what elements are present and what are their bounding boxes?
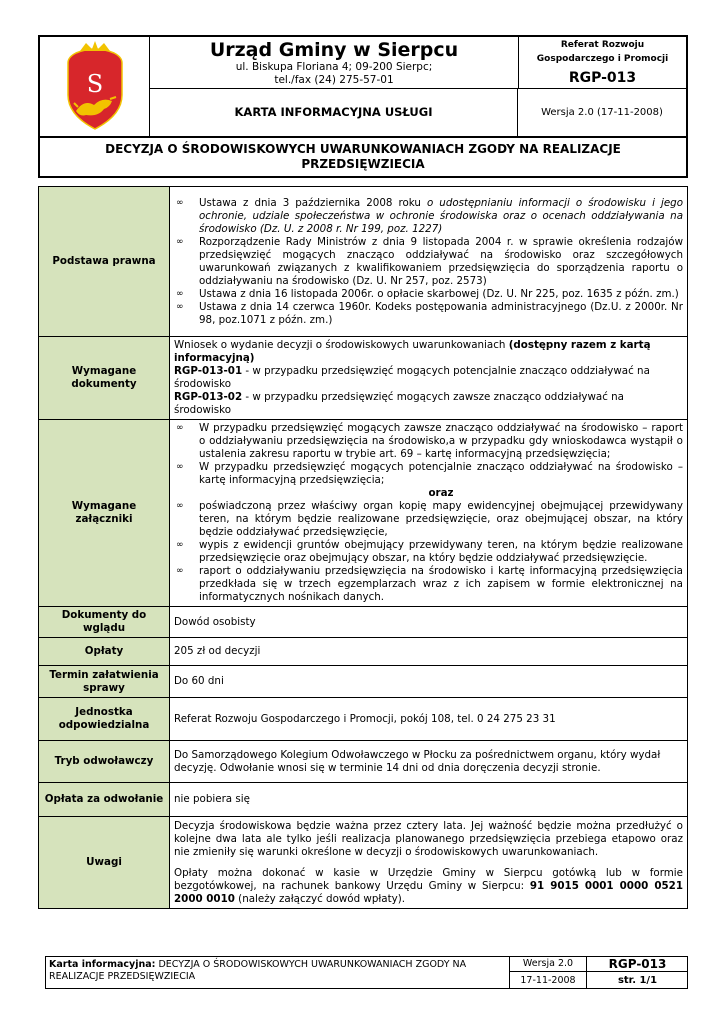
deadline-value: Do 60 dni bbox=[170, 666, 688, 698]
legal-item-text: Ustawa z dnia 3 października 2008 roku bbox=[199, 196, 427, 209]
appeal-value: Do Samorządowego Kolegium Odwoławczego w Płocku za pośrednictwem organu, który wydał decyzję. Odwołanie wnosi się w terminie 14 dni od dnia doręczenia decyzji stronie. bbox=[170, 741, 688, 783]
row-label-fees: Opłaty bbox=[39, 638, 170, 666]
bank-account-number: 91 9015 0001 0000 0521 2000 0010 bbox=[174, 879, 683, 905]
list-item: ∞ W przypadku przedsięwzięć mogących zawsze znacząco oddziaływać na środowisko – raport o oddziaływaniu przedsięwzięcia na środowisko,a w przypadku gdy wnioskodawca wystąpił o ustalenia zakresu raportu w trybie art. 69 – kartę informacyjną przedsięwzięcia; bbox=[174, 422, 683, 461]
form-text-1: - w przypadku przedsięwzięć mogących potencjalnie znacząco oddziaływać na środowisko bbox=[174, 365, 650, 390]
notes-paragraph-1: Decyzja środowiskowa będzie ważna przez cztery lata. Jej ważność będzie można przedłużyć o kolejne dwa lata ale tylko jeśli realizacja planowanego przedsięwzięcia przebiega etapowo oraz nie zmieniły się warunki określone w decyzji o środowiskowych uwarunkowaniach. bbox=[174, 819, 683, 858]
table-row bbox=[39, 638, 688, 666]
document-title-line-2: PRZEDSIĘWZIECIA bbox=[301, 157, 425, 171]
list-item: ∞ poświadczoną przez właściwy organ kopię mapy ewidencyjnej obejmującej przewidywany teren, na którym będzie realizowane przedsięwzięcie, oraz obejmującej obszar, na który będzie oddziaływać przedsięwzięcie, bbox=[174, 500, 683, 539]
legal-item-italic: o udostępnianiu informacji o środowisku i jego ochronie, udziale społeczeństwa w ochronie środowiska oraz o ocenach oddziaływania na środowisko (Dz. U. z 2008 r. Nr 199, poz. 1227) bbox=[199, 196, 684, 235]
documents-text: Wniosek o wydanie decyzji o środowiskowych uwarunkowaniach bbox=[174, 339, 509, 351]
attachments-list-2 bbox=[174, 500, 683, 604]
office-phone: tel./fax (24) 275-57-01 bbox=[274, 74, 394, 86]
list-item: ∞ raport o oddziaływaniu przedsięwzięcia na środowisko i kartę informacyjną przedsięwzięcia przedkłada się w trzech egzemplarzach wraz z ich zapisem w formie elektronicznej na informatycznych nośnikach danych. bbox=[174, 565, 683, 604]
service-code: RGP-013 bbox=[568, 70, 637, 86]
form-text-2: - w przypadku przedsięwzięć mogących zawsze znacząco oddziaływać na środowisko bbox=[174, 391, 624, 416]
footer-date: 17-11-2008 bbox=[510, 972, 587, 989]
attachments-cell bbox=[170, 420, 688, 607]
table-row bbox=[39, 698, 688, 741]
footer-description bbox=[45, 956, 510, 989]
oraz-label: oraz bbox=[428, 487, 454, 499]
document-title-line-1: DECYZJA O ŚRODOWISKOWYCH UWARUNKOWANIACH ZGODY NA REALIZACJE bbox=[105, 142, 621, 156]
documents-bold: (dostępny razem z kartą informacyjną) bbox=[174, 339, 651, 364]
table-row bbox=[39, 666, 688, 698]
table-row bbox=[39, 817, 688, 909]
footer-version: Wersja 2.0 bbox=[510, 956, 587, 972]
row-label-notes: Uwagi bbox=[39, 817, 170, 909]
list-item bbox=[174, 301, 683, 327]
table-row bbox=[39, 420, 688, 607]
row-label-required-documents: Wymagane dokumenty bbox=[39, 337, 170, 420]
notes-paragraph-2 bbox=[174, 867, 683, 906]
form-code-2: RGP-013-02 bbox=[174, 391, 243, 403]
row-label-inspection-documents: Dokumenty do wglądu bbox=[39, 607, 170, 638]
footer-page-number: str. 1/1 bbox=[617, 975, 658, 986]
version-label: Wersja 2.0 (17-11-2008) bbox=[541, 107, 663, 118]
inspection-value: Dowód osobisty bbox=[170, 607, 688, 638]
responsible-unit-value: Referat Rozwoju Gospodarczego i Promocji, pokój 108, tel. 0 24 275 23 31 bbox=[170, 698, 688, 741]
row-label-appeal: Tryb odwoławczy bbox=[39, 741, 170, 783]
list-item bbox=[174, 288, 683, 301]
table-row bbox=[39, 187, 688, 337]
footer-code: RGP-013 bbox=[587, 956, 688, 972]
notes-payment-text: Opłaty można dokonać w kasie w Urzędzie Gminy w Sierpcu gotówką lub w formie bezgotówkowej, na rachunek bankowy Urzędu Gminy w Sierpcu: bbox=[174, 866, 683, 892]
row-label-attachments: Wymagane załączniki bbox=[39, 420, 170, 607]
legal-item-text: Ustawa z dnia 16 listopada 2006r. o opłacie skarbowej (Dz. U. Nr 225, poz. 1635 z późn. zm.) bbox=[199, 287, 679, 300]
department-line-1: Referat Rozwoju bbox=[560, 40, 645, 50]
attachments-list bbox=[174, 422, 683, 487]
coat-of-arms bbox=[40, 37, 150, 136]
notes-payment-end: (należy załączyć dowód wpłaty). bbox=[234, 892, 406, 905]
office-header bbox=[150, 37, 518, 89]
fees-value: 205 zł od decyzji bbox=[170, 638, 688, 666]
list-item bbox=[174, 197, 683, 236]
table-row bbox=[39, 337, 688, 420]
svg-text:S: S bbox=[86, 70, 104, 98]
table-row bbox=[39, 607, 688, 638]
legal-item-text: Rozporządzenie Rady Ministrów z dnia 9 listopada 2004 r. w sprawie określenia rodzajów przedsięwzięć mogących znacząco oddziaływać na środowisko oraz szczegółowych uwarunkowań związanych z kwalifikowaniem przedsięwzięcia do sporządzenia raportu o oddziaływaniu na środowisko (Dz. U. Nr 257, poz. 2573) bbox=[199, 235, 683, 287]
legal-item-text: Ustawa z dnia 14 czerwca 1960r. Kodeks postępowania administracyjnego (Dz.U. z 2000r. Nr 98, poz.1071 z późn. zm.) bbox=[199, 300, 683, 326]
list-item: ∞ W przypadku przedsięwzięć mogących potencjalnie znacząco oddziaływać na środowisko – kartę informacyjną przedsięwzięcia; bbox=[174, 461, 683, 487]
legal-basis-cell bbox=[170, 187, 688, 337]
row-label-responsible-unit: Jednostka odpowiedzialna bbox=[39, 698, 170, 741]
document-title bbox=[38, 138, 688, 178]
list-item: ∞ wypis z ewidencji gruntów obejmujący przewidywany teren, na którym będzie realizowane przedsięwzięcie oraz obejmujący obszar, na który będzie oddziaływać przedsięwzięcie. bbox=[174, 539, 683, 565]
department-line-2: Gospodarczego i Promocji bbox=[536, 54, 669, 64]
info-table bbox=[38, 186, 688, 909]
table-row bbox=[39, 783, 688, 817]
legal-basis-list bbox=[174, 197, 683, 327]
coat-of-arms-icon bbox=[40, 37, 150, 136]
office-name: Urząd Gminy w Sierpcu bbox=[209, 39, 459, 61]
table-row bbox=[39, 741, 688, 783]
row-label-appeal-fee: Opłata za odwołanie bbox=[39, 783, 170, 817]
department-box bbox=[518, 37, 686, 89]
footer-text: DECYZJA O ŚRODOWISKOWYCH UWARUNKOWANIACH ZGODY NA REALIZACJE PRZEDSIĘWZIECIA bbox=[49, 959, 467, 982]
appeal-fee-value: nie pobiera się bbox=[170, 783, 688, 817]
list-item bbox=[174, 236, 683, 288]
row-label-legal-basis: Podstawa prawna bbox=[39, 187, 170, 337]
required-documents-cell bbox=[170, 337, 688, 420]
card-title: KARTA INFORMACYJNA USŁUGI bbox=[150, 89, 518, 136]
notes-cell bbox=[170, 817, 688, 909]
office-address: ul. Biskupa Floriana 4; 09-200 Sierpc; bbox=[235, 61, 433, 73]
row-label-deadline: Termin załatwienia sprawy bbox=[39, 666, 170, 698]
form-code-1: RGP-013-01 bbox=[174, 365, 243, 377]
footer-label: Karta informacyjna: bbox=[49, 959, 156, 970]
